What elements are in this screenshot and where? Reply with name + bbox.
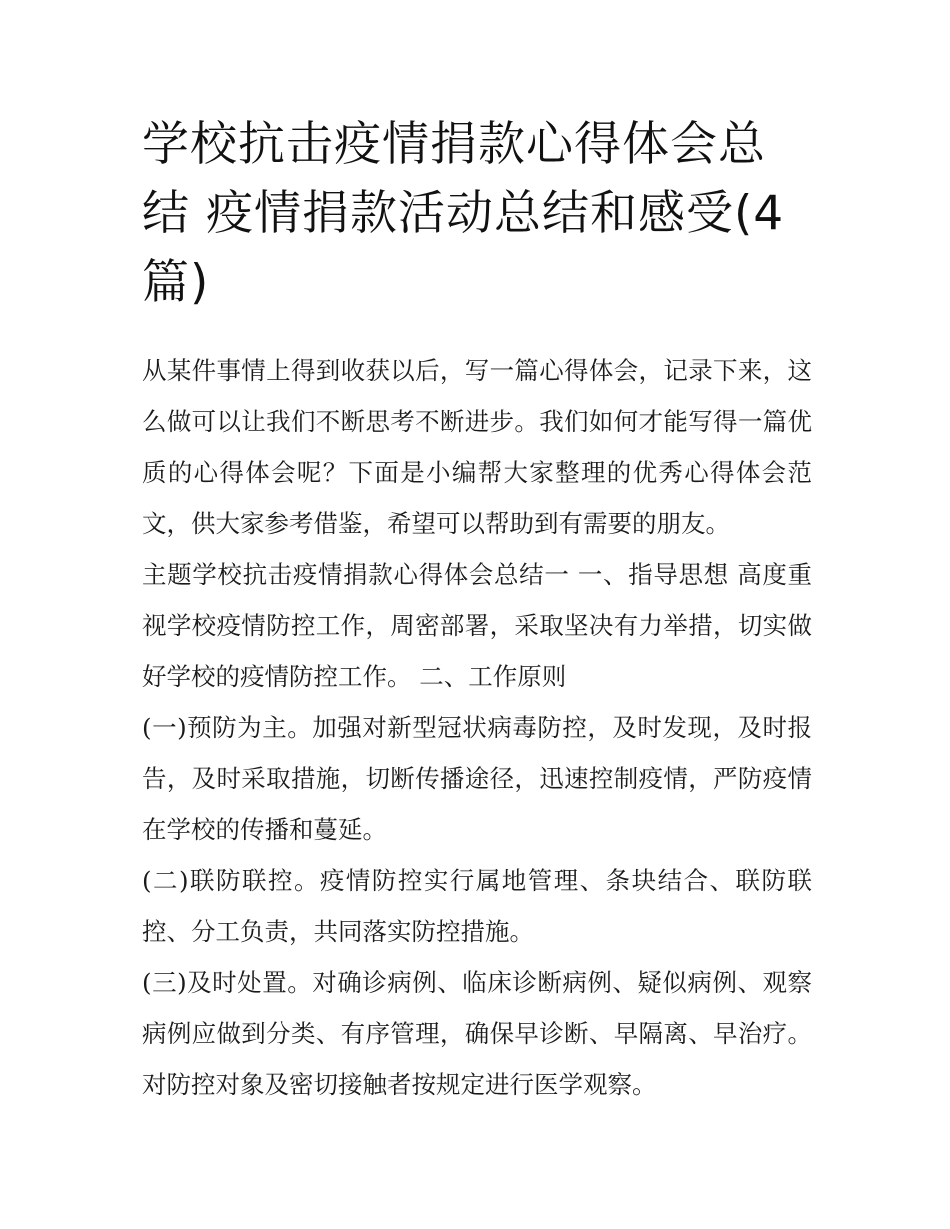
document-title: 学校抗击疫情捐款心得体会总结 疫情捐款活动总结和感受(4篇) (142, 117, 785, 310)
document-page (142, 110, 812, 1110)
paragraph-principle-2: (二)联防联控。疫情防控实行属地管理、条块结合、联防联控、分工负责，共同落实防控措施。 (142, 866, 812, 946)
paragraph-intro: 从某件事情上得到收获以后，写一篇心得体会，记录下来，这么做可以让我们不断思考不断进步。我们如何才能写得一篇优质的心得体会呢？下面是小编帮大家整理的优秀心得体会范文，供大家参考借鉴，希望可以帮助到有需要的朋友。 (142, 356, 812, 538)
paragraph-guiding-thought: 主题学校抗击疫情捐款心得体会总结一 一、指导思想 高度重视学校疫情防控工作，周密部署，采取坚决有力举措，切实做好学校的疫情防控工作。 二、工作原则 (142, 560, 812, 691)
document-body (142, 345, 812, 1110)
paragraph-principle-1: (一)预防为主。加强对新型冠状病毒防控，及时发现，及时报告，及时采取措施，切断传播途径，迅速控制疫情，严防疫情在学校的传播和蔓延。 (142, 713, 812, 844)
paragraph-principle-3: (三)及时处置。对确诊病例、临床诊断病例、疑似病例、观察病例应做到分类、有序管理，确保早诊断、早隔离、早治疗。对防控对象及密切接触者按规定进行医学观察。 (142, 968, 812, 1099)
